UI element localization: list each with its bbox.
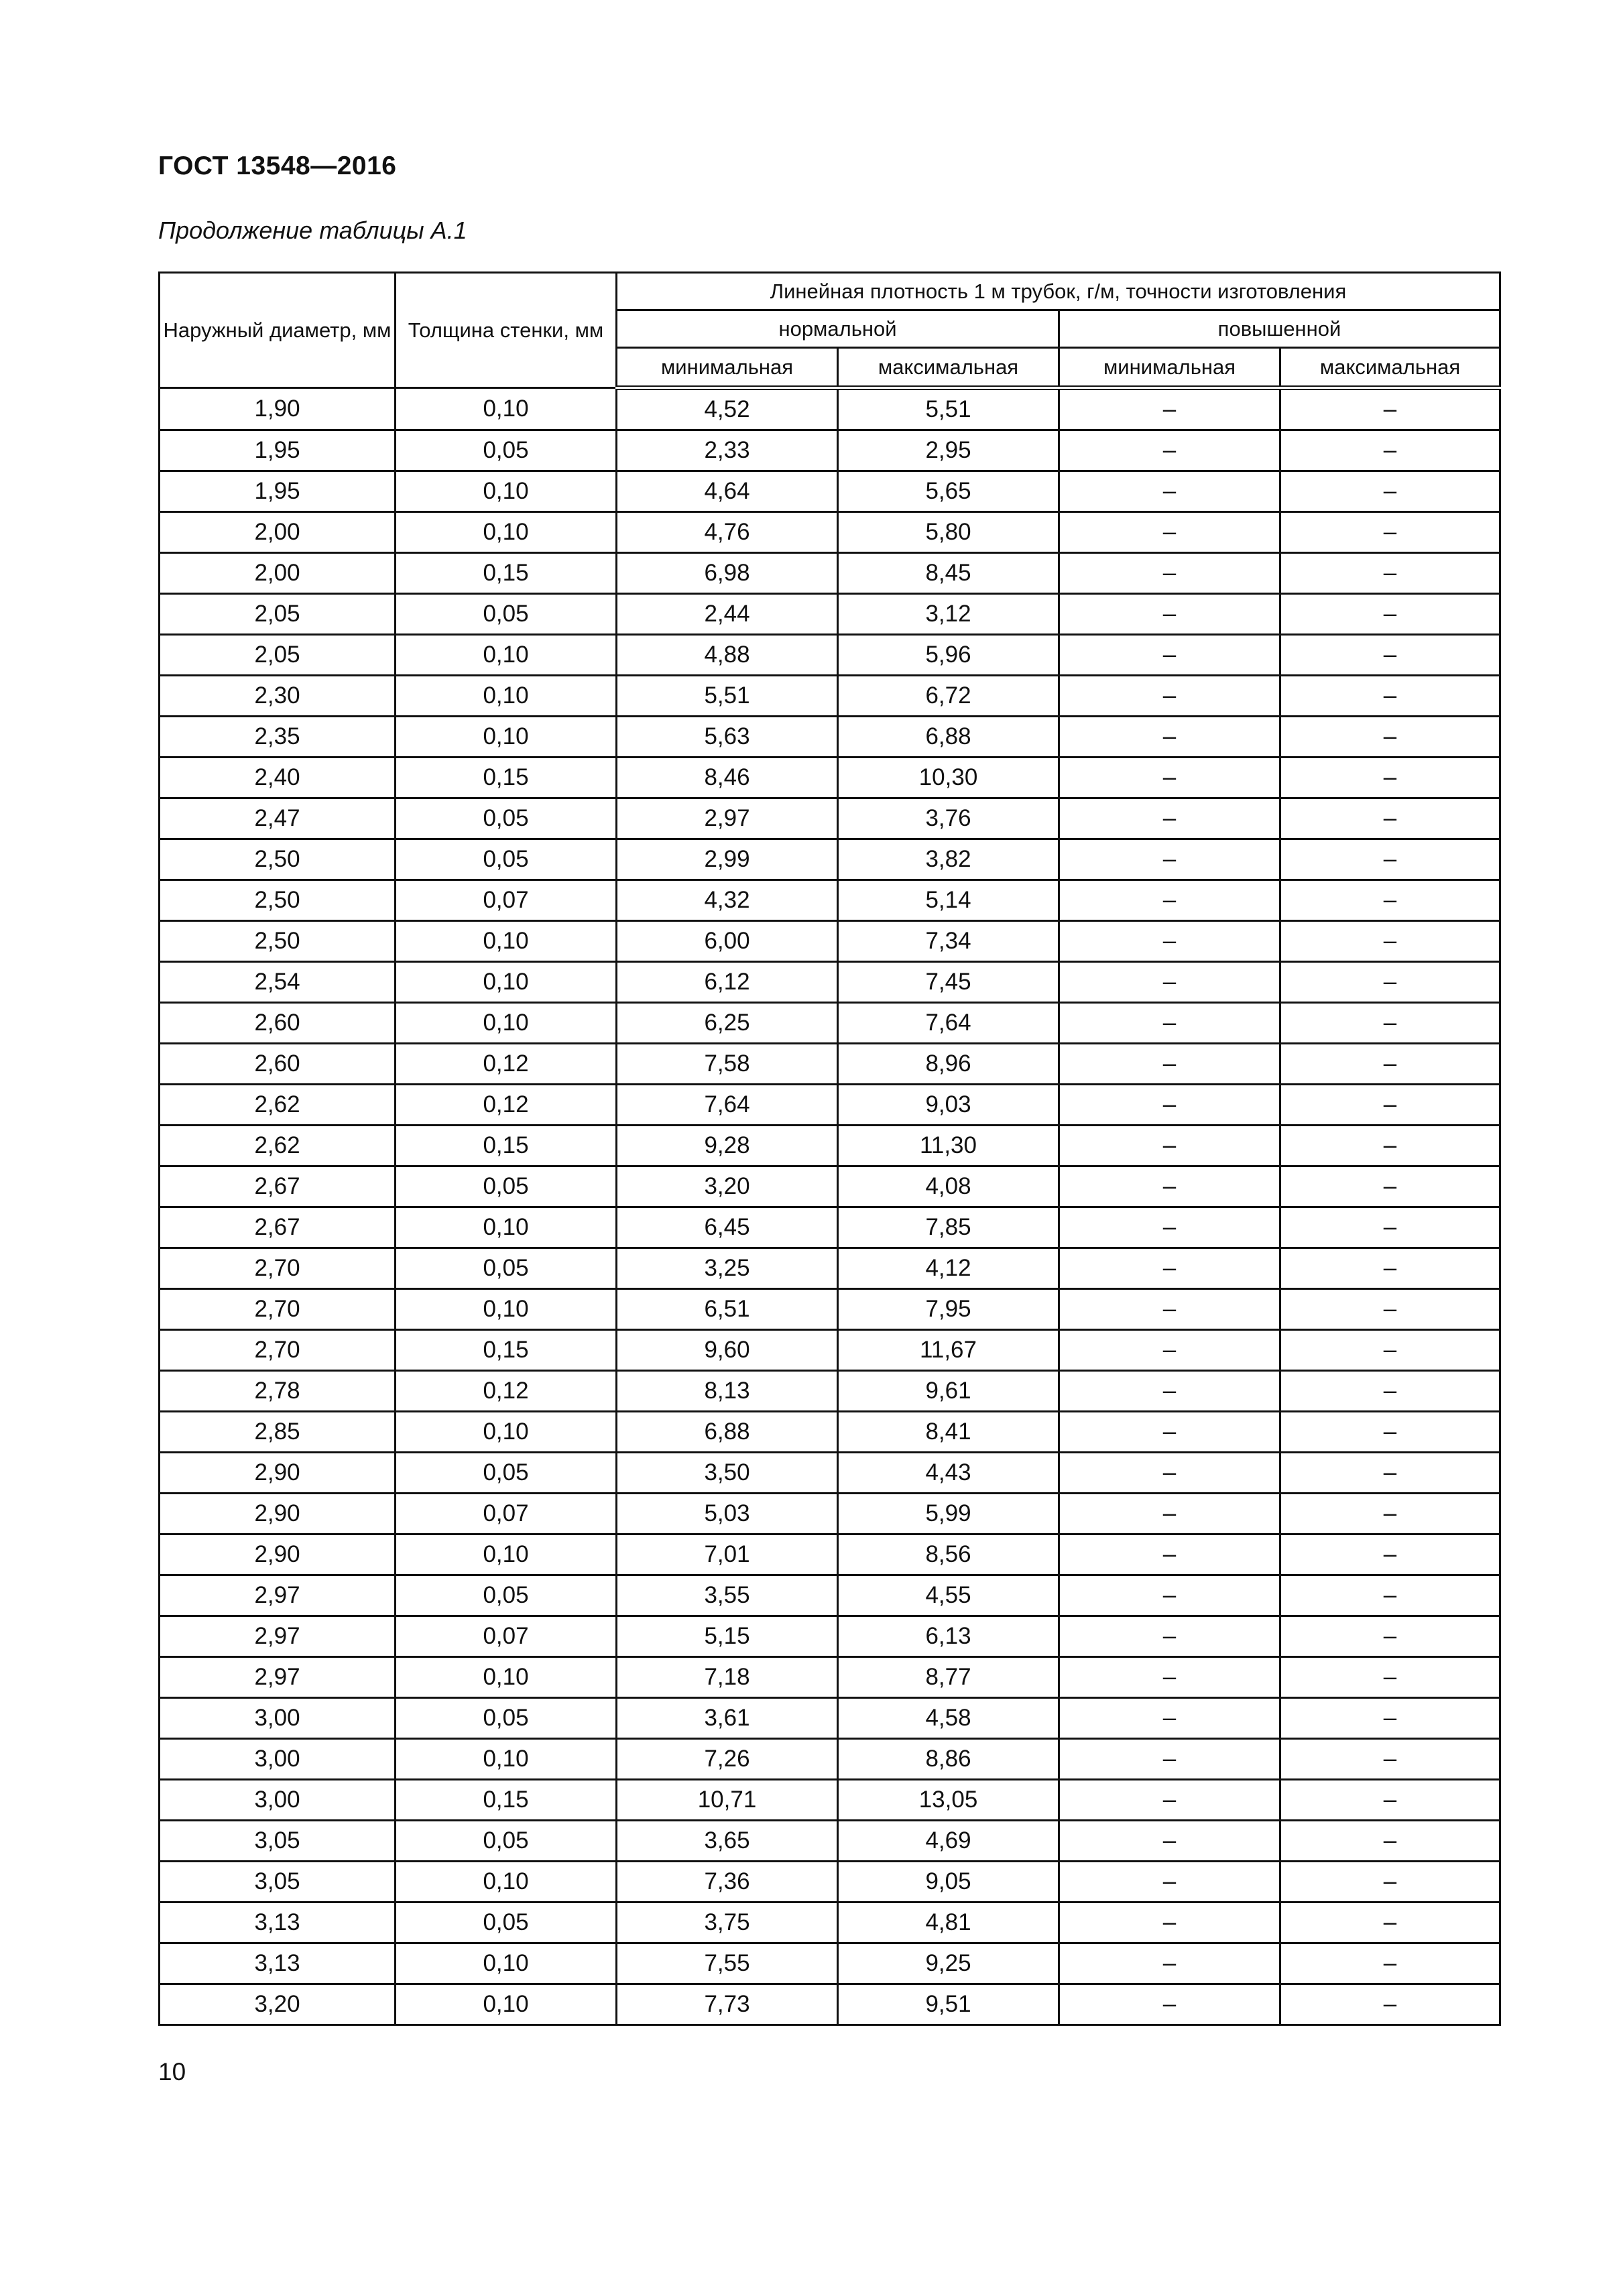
increased-max-cell: – <box>1280 880 1500 921</box>
outer-diameter-cell: 2,70 <box>160 1289 396 1330</box>
outer-diameter-cell: 2,50 <box>160 839 396 880</box>
table-row <box>160 1943 1500 1984</box>
normal-min-cell: 7,01 <box>617 1534 838 1575</box>
linear-density-table <box>158 271 1501 2026</box>
outer-diameter-cell: 2,97 <box>160 1575 396 1616</box>
wall-thickness-cell: 0,10 <box>396 921 617 962</box>
increased-max-cell: – <box>1280 798 1500 839</box>
page-number: 10 <box>158 2058 186 2086</box>
increased-max-cell: – <box>1280 1003 1500 1044</box>
normal-max-cell: 4,55 <box>838 1575 1059 1616</box>
outer-diameter-cell: 2,90 <box>160 1494 396 1534</box>
increased-max-cell: – <box>1280 594 1500 635</box>
increased-max-cell: – <box>1280 1575 1500 1616</box>
table-row <box>160 1166 1500 1207</box>
normal-max-cell: 4,81 <box>838 1902 1059 1943</box>
normal-min-cell: 2,97 <box>617 798 838 839</box>
wall-thickness-cell: 0,10 <box>396 388 617 430</box>
wall-thickness-cell: 0,10 <box>396 1943 617 1984</box>
normal-max-cell: 5,51 <box>838 388 1059 430</box>
increased-max-cell: – <box>1280 1412 1500 1453</box>
increased-max-cell: – <box>1280 962 1500 1003</box>
wall-thickness-cell: 0,05 <box>396 1821 617 1862</box>
wall-thickness-cell: 0,10 <box>396 1862 617 1902</box>
header-increased-max: максимальная <box>1280 348 1500 388</box>
normal-min-cell: 2,99 <box>617 839 838 880</box>
wall-thickness-cell: 0,12 <box>396 1044 617 1085</box>
normal-max-cell: 5,14 <box>838 880 1059 921</box>
normal-min-cell: 4,64 <box>617 471 838 512</box>
increased-max-cell: – <box>1280 1698 1500 1739</box>
normal-min-cell: 6,45 <box>617 1207 838 1248</box>
wall-thickness-cell: 0,05 <box>396 430 617 471</box>
document-code: ГОСТ 13548—2016 <box>158 152 397 180</box>
increased-min-cell: – <box>1059 1862 1280 1902</box>
wall-thickness-cell: 0,10 <box>396 1003 617 1044</box>
increased-min-cell: – <box>1059 1412 1280 1453</box>
normal-max-cell: 2,95 <box>838 430 1059 471</box>
increased-max-cell: – <box>1280 1657 1500 1698</box>
header-normal-max: максимальная <box>838 348 1059 388</box>
increased-min-cell: – <box>1059 1739 1280 1780</box>
increased-max-cell: – <box>1280 1248 1500 1289</box>
header-normal-min: минимальная <box>617 348 838 388</box>
table-row <box>160 1902 1500 1943</box>
normal-max-cell: 6,88 <box>838 717 1059 758</box>
increased-min-cell: – <box>1059 1248 1280 1289</box>
increased-max-cell: – <box>1280 1085 1500 1126</box>
wall-thickness-cell: 0,10 <box>396 471 617 512</box>
increased-max-cell: – <box>1280 1821 1500 1862</box>
wall-thickness-cell: 0,05 <box>396 1453 617 1494</box>
increased-min-cell: – <box>1059 1003 1280 1044</box>
normal-min-cell: 8,13 <box>617 1371 838 1412</box>
normal-max-cell: 8,41 <box>838 1412 1059 1453</box>
header-linear-density: Линейная плотность 1 м трубок, г/м, точности изготовления <box>617 273 1500 310</box>
increased-min-cell: – <box>1059 676 1280 717</box>
outer-diameter-cell: 2,54 <box>160 962 396 1003</box>
wall-thickness-cell: 0,07 <box>396 880 617 921</box>
outer-diameter-cell: 2,00 <box>160 512 396 553</box>
table-row <box>160 471 1500 512</box>
increased-min-cell: – <box>1059 1984 1280 2025</box>
normal-max-cell: 3,12 <box>838 594 1059 635</box>
increased-min-cell: – <box>1059 1534 1280 1575</box>
outer-diameter-cell: 3,13 <box>160 1902 396 1943</box>
normal-min-cell: 3,75 <box>617 1902 838 1943</box>
normal-min-cell: 2,33 <box>617 430 838 471</box>
normal-max-cell: 6,13 <box>838 1616 1059 1657</box>
normal-min-cell: 10,71 <box>617 1780 838 1821</box>
increased-max-cell: – <box>1280 1453 1500 1494</box>
increased-max-cell: – <box>1280 839 1500 880</box>
table-row <box>160 880 1500 921</box>
outer-diameter-cell: 2,30 <box>160 676 396 717</box>
increased-min-cell: – <box>1059 1780 1280 1821</box>
table-row <box>160 758 1500 798</box>
normal-max-cell: 11,30 <box>838 1126 1059 1166</box>
normal-min-cell: 3,65 <box>617 1821 838 1862</box>
wall-thickness-cell: 0,05 <box>396 1698 617 1739</box>
increased-min-cell: – <box>1059 717 1280 758</box>
table-row <box>160 1371 1500 1412</box>
normal-min-cell: 4,52 <box>617 388 838 430</box>
table-row <box>160 430 1500 471</box>
wall-thickness-cell: 0,10 <box>396 635 617 676</box>
normal-max-cell: 4,08 <box>838 1166 1059 1207</box>
increased-max-cell: – <box>1280 921 1500 962</box>
normal-max-cell: 5,80 <box>838 512 1059 553</box>
table-row <box>160 1494 1500 1534</box>
table-row <box>160 594 1500 635</box>
normal-max-cell: 6,72 <box>838 676 1059 717</box>
increased-min-cell: – <box>1059 594 1280 635</box>
table-row <box>160 1044 1500 1085</box>
normal-min-cell: 3,25 <box>617 1248 838 1289</box>
increased-max-cell: – <box>1280 1371 1500 1412</box>
table-row <box>160 717 1500 758</box>
table-row <box>160 1207 1500 1248</box>
wall-thickness-cell: 0,05 <box>396 839 617 880</box>
normal-max-cell: 3,82 <box>838 839 1059 880</box>
normal-min-cell: 7,55 <box>617 1943 838 1984</box>
normal-max-cell: 8,77 <box>838 1657 1059 1698</box>
normal-min-cell: 6,88 <box>617 1412 838 1453</box>
wall-thickness-cell: 0,15 <box>396 1126 617 1166</box>
wall-thickness-cell: 0,05 <box>396 798 617 839</box>
increased-max-cell: – <box>1280 512 1500 553</box>
increased-min-cell: – <box>1059 880 1280 921</box>
outer-diameter-cell: 2,35 <box>160 717 396 758</box>
increased-min-cell: – <box>1059 1943 1280 1984</box>
normal-max-cell: 8,86 <box>838 1739 1059 1780</box>
wall-thickness-cell: 0,05 <box>396 1248 617 1289</box>
increased-min-cell: – <box>1059 962 1280 1003</box>
normal-min-cell: 9,28 <box>617 1126 838 1166</box>
increased-min-cell: – <box>1059 1330 1280 1371</box>
table-row <box>160 1126 1500 1166</box>
normal-max-cell: 8,56 <box>838 1534 1059 1575</box>
normal-max-cell: 4,69 <box>838 1821 1059 1862</box>
increased-min-cell: – <box>1059 1371 1280 1412</box>
normal-max-cell: 9,25 <box>838 1943 1059 1984</box>
table-row <box>160 1330 1500 1371</box>
table-row <box>160 676 1500 717</box>
normal-min-cell: 7,73 <box>617 1984 838 2025</box>
outer-diameter-cell: 3,00 <box>160 1698 396 1739</box>
outer-diameter-cell: 1,90 <box>160 388 396 430</box>
table-row <box>160 1003 1500 1044</box>
increased-min-cell: – <box>1059 1085 1280 1126</box>
wall-thickness-cell: 0,07 <box>396 1616 617 1657</box>
normal-min-cell: 3,61 <box>617 1698 838 1739</box>
increased-min-cell: – <box>1059 798 1280 839</box>
normal-max-cell: 5,96 <box>838 635 1059 676</box>
increased-max-cell: – <box>1280 676 1500 717</box>
normal-min-cell: 6,51 <box>617 1289 838 1330</box>
increased-max-cell: – <box>1280 1330 1500 1371</box>
increased-min-cell: – <box>1059 1821 1280 1862</box>
outer-diameter-cell: 2,62 <box>160 1126 396 1166</box>
wall-thickness-cell: 0,10 <box>396 1412 617 1453</box>
wall-thickness-cell: 0,05 <box>396 594 617 635</box>
increased-min-cell: – <box>1059 388 1280 430</box>
header-increased-precision: повышенной <box>1059 310 1500 348</box>
normal-min-cell: 7,36 <box>617 1862 838 1902</box>
table-row <box>160 962 1500 1003</box>
increased-min-cell: – <box>1059 471 1280 512</box>
outer-diameter-cell: 2,50 <box>160 921 396 962</box>
wall-thickness-cell: 0,10 <box>396 962 617 1003</box>
wall-thickness-cell: 0,15 <box>396 758 617 798</box>
increased-max-cell: – <box>1280 1289 1500 1330</box>
normal-min-cell: 3,50 <box>617 1453 838 1494</box>
increased-max-cell: – <box>1280 1494 1500 1534</box>
normal-min-cell: 6,25 <box>617 1003 838 1044</box>
outer-diameter-cell: 2,90 <box>160 1534 396 1575</box>
increased-max-cell: – <box>1280 1984 1500 2025</box>
increased-max-cell: – <box>1280 1044 1500 1085</box>
wall-thickness-cell: 0,05 <box>396 1166 617 1207</box>
normal-max-cell: 7,95 <box>838 1289 1059 1330</box>
normal-max-cell: 4,58 <box>838 1698 1059 1739</box>
outer-diameter-cell: 2,05 <box>160 635 396 676</box>
outer-diameter-cell: 2,70 <box>160 1330 396 1371</box>
wall-thickness-cell: 0,10 <box>396 676 617 717</box>
outer-diameter-cell: 2,97 <box>160 1616 396 1657</box>
increased-max-cell: – <box>1280 1902 1500 1943</box>
increased-min-cell: – <box>1059 553 1280 594</box>
header-increased-min: минимальная <box>1059 348 1280 388</box>
normal-min-cell: 7,64 <box>617 1085 838 1126</box>
increased-min-cell: – <box>1059 1657 1280 1698</box>
increased-max-cell: – <box>1280 1166 1500 1207</box>
increased-min-cell: – <box>1059 1616 1280 1657</box>
wall-thickness-cell: 0,15 <box>396 1330 617 1371</box>
outer-diameter-cell: 2,05 <box>160 594 396 635</box>
increased-min-cell: – <box>1059 1902 1280 1943</box>
normal-min-cell: 5,63 <box>617 717 838 758</box>
normal-min-cell: 6,12 <box>617 962 838 1003</box>
normal-min-cell: 5,03 <box>617 1494 838 1534</box>
wall-thickness-cell: 0,10 <box>396 1739 617 1780</box>
table-caption: Продолжение таблицы А.1 <box>158 217 467 244</box>
increased-min-cell: – <box>1059 1494 1280 1534</box>
wall-thickness-cell: 0,10 <box>396 512 617 553</box>
normal-max-cell: 8,45 <box>838 553 1059 594</box>
table-row <box>160 1085 1500 1126</box>
normal-max-cell: 7,45 <box>838 962 1059 1003</box>
normal-min-cell: 4,32 <box>617 880 838 921</box>
normal-max-cell: 5,99 <box>838 1494 1059 1534</box>
wall-thickness-cell: 0,12 <box>396 1085 617 1126</box>
normal-min-cell: 7,18 <box>617 1657 838 1698</box>
normal-min-cell: 3,55 <box>617 1575 838 1616</box>
increased-min-cell: – <box>1059 1698 1280 1739</box>
increased-min-cell: – <box>1059 1044 1280 1085</box>
increased-max-cell: – <box>1280 1616 1500 1657</box>
increased-max-cell: – <box>1280 1534 1500 1575</box>
wall-thickness-cell: 0,05 <box>396 1575 617 1616</box>
increased-min-cell: – <box>1059 758 1280 798</box>
outer-diameter-cell: 2,40 <box>160 758 396 798</box>
normal-min-cell: 9,60 <box>617 1330 838 1371</box>
increased-min-cell: – <box>1059 430 1280 471</box>
normal-max-cell: 7,34 <box>838 921 1059 962</box>
outer-diameter-cell: 1,95 <box>160 430 396 471</box>
outer-diameter-cell: 2,50 <box>160 880 396 921</box>
normal-max-cell: 4,12 <box>838 1248 1059 1289</box>
outer-diameter-cell: 2,00 <box>160 553 396 594</box>
outer-diameter-cell: 2,97 <box>160 1657 396 1698</box>
wall-thickness-cell: 0,15 <box>396 1780 617 1821</box>
increased-max-cell: – <box>1280 1207 1500 1248</box>
wall-thickness-cell: 0,10 <box>396 1657 617 1698</box>
table-row <box>160 1289 1500 1330</box>
table-row <box>160 635 1500 676</box>
table-row <box>160 1657 1500 1698</box>
table-row <box>160 1984 1500 2025</box>
table-row <box>160 1698 1500 1739</box>
normal-min-cell: 4,88 <box>617 635 838 676</box>
normal-max-cell: 10,30 <box>838 758 1059 798</box>
increased-max-cell: – <box>1280 635 1500 676</box>
normal-min-cell: 4,76 <box>617 512 838 553</box>
header-outer-diameter: Наружный диаметр, мм <box>160 273 396 388</box>
wall-thickness-cell: 0,15 <box>396 553 617 594</box>
normal-max-cell: 9,03 <box>838 1085 1059 1126</box>
table-row <box>160 1739 1500 1780</box>
wall-thickness-cell: 0,10 <box>396 1534 617 1575</box>
wall-thickness-cell: 0,10 <box>396 1984 617 2025</box>
table-row <box>160 388 1500 430</box>
outer-diameter-cell: 3,05 <box>160 1862 396 1902</box>
normal-max-cell: 7,85 <box>838 1207 1059 1248</box>
normal-min-cell: 8,46 <box>617 758 838 798</box>
increased-max-cell: – <box>1280 1126 1500 1166</box>
increased-max-cell: – <box>1280 430 1500 471</box>
table-row <box>160 1248 1500 1289</box>
table-row <box>160 1453 1500 1494</box>
outer-diameter-cell: 2,67 <box>160 1207 396 1248</box>
normal-max-cell: 11,67 <box>838 1330 1059 1371</box>
header-normal-precision: нормальной <box>617 310 1059 348</box>
increased-min-cell: – <box>1059 1453 1280 1494</box>
outer-diameter-cell: 3,00 <box>160 1739 396 1780</box>
increased-min-cell: – <box>1059 1126 1280 1166</box>
wall-thickness-cell: 0,05 <box>396 1902 617 1943</box>
outer-diameter-cell: 2,47 <box>160 798 396 839</box>
table-row <box>160 553 1500 594</box>
increased-min-cell: – <box>1059 635 1280 676</box>
table-row <box>160 1821 1500 1862</box>
wall-thickness-cell: 0,10 <box>396 717 617 758</box>
increased-min-cell: – <box>1059 1207 1280 1248</box>
normal-max-cell: 9,51 <box>838 1984 1059 2025</box>
normal-max-cell: 4,43 <box>838 1453 1059 1494</box>
normal-max-cell: 5,65 <box>838 471 1059 512</box>
normal-max-cell: 9,61 <box>838 1371 1059 1412</box>
outer-diameter-cell: 2,62 <box>160 1085 396 1126</box>
normal-max-cell: 8,96 <box>838 1044 1059 1085</box>
outer-diameter-cell: 3,00 <box>160 1780 396 1821</box>
increased-min-cell: – <box>1059 921 1280 962</box>
wall-thickness-cell: 0,10 <box>396 1289 617 1330</box>
increased-min-cell: – <box>1059 512 1280 553</box>
increased-max-cell: – <box>1280 471 1500 512</box>
table-row <box>160 1862 1500 1902</box>
increased-max-cell: – <box>1280 1739 1500 1780</box>
table-row <box>160 1616 1500 1657</box>
outer-diameter-cell: 2,90 <box>160 1453 396 1494</box>
normal-min-cell: 2,44 <box>617 594 838 635</box>
increased-min-cell: – <box>1059 1166 1280 1207</box>
outer-diameter-cell: 2,78 <box>160 1371 396 1412</box>
increased-max-cell: – <box>1280 553 1500 594</box>
increased-max-cell: – <box>1280 717 1500 758</box>
normal-min-cell: 7,58 <box>617 1044 838 1085</box>
table-header <box>160 273 1500 388</box>
header-wall-thickness: Толщина стенки, мм <box>396 273 617 388</box>
wall-thickness-cell: 0,12 <box>396 1371 617 1412</box>
table-row <box>160 1575 1500 1616</box>
table-row <box>160 512 1500 553</box>
table-body <box>160 388 1500 2025</box>
normal-max-cell: 3,76 <box>838 798 1059 839</box>
outer-diameter-cell: 2,85 <box>160 1412 396 1453</box>
normal-min-cell: 6,98 <box>617 553 838 594</box>
increased-min-cell: – <box>1059 1575 1280 1616</box>
increased-max-cell: – <box>1280 388 1500 430</box>
increased-min-cell: – <box>1059 1289 1280 1330</box>
table-row <box>160 921 1500 962</box>
normal-min-cell: 7,26 <box>617 1739 838 1780</box>
outer-diameter-cell: 3,05 <box>160 1821 396 1862</box>
increased-max-cell: – <box>1280 1862 1500 1902</box>
table-row <box>160 1412 1500 1453</box>
normal-min-cell: 6,00 <box>617 921 838 962</box>
normal-min-cell: 3,20 <box>617 1166 838 1207</box>
increased-max-cell: – <box>1280 1780 1500 1821</box>
outer-diameter-cell: 2,60 <box>160 1044 396 1085</box>
normal-max-cell: 7,64 <box>838 1003 1059 1044</box>
wall-thickness-cell: 0,10 <box>396 1207 617 1248</box>
increased-min-cell: – <box>1059 839 1280 880</box>
normal-min-cell: 5,51 <box>617 676 838 717</box>
outer-diameter-cell: 2,60 <box>160 1003 396 1044</box>
table-row <box>160 1534 1500 1575</box>
increased-max-cell: – <box>1280 758 1500 798</box>
normal-min-cell: 5,15 <box>617 1616 838 1657</box>
increased-max-cell: – <box>1280 1943 1500 1984</box>
outer-diameter-cell: 1,95 <box>160 471 396 512</box>
table-row <box>160 798 1500 839</box>
table-row <box>160 839 1500 880</box>
table-row <box>160 1780 1500 1821</box>
outer-diameter-cell: 3,20 <box>160 1984 396 2025</box>
outer-diameter-cell: 2,70 <box>160 1248 396 1289</box>
normal-max-cell: 9,05 <box>838 1862 1059 1902</box>
normal-max-cell: 13,05 <box>838 1780 1059 1821</box>
outer-diameter-cell: 3,13 <box>160 1943 396 1984</box>
outer-diameter-cell: 2,67 <box>160 1166 396 1207</box>
wall-thickness-cell: 0,07 <box>396 1494 617 1534</box>
